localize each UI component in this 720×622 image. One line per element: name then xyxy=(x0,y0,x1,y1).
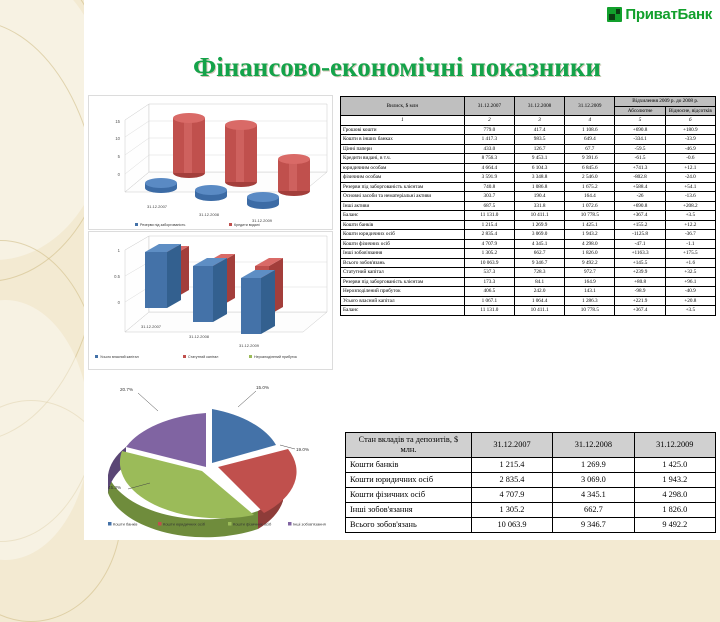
svg-text:15.0%: 15.0% xyxy=(256,385,270,390)
sub-header-2007: 31.12.2007 xyxy=(471,433,552,458)
row-value-3: 1 826.0 xyxy=(565,249,615,259)
row-value-2: 4 345.1 xyxy=(514,239,564,249)
row-value-2: 3 069.0 xyxy=(553,472,634,487)
table-row xyxy=(341,201,716,211)
header-label: Вилиск, $ млн xyxy=(341,97,465,116)
svg-text:31.12.2008: 31.12.2008 xyxy=(199,212,220,217)
svg-text:31.12.2007: 31.12.2007 xyxy=(147,204,168,209)
svg-text:Інші зобов'язання: Інші зобов'язання xyxy=(293,521,326,527)
row-value-1: 4 707.9 xyxy=(471,487,552,502)
row-value-4: +145.5 xyxy=(615,258,665,268)
main-table-head xyxy=(341,97,716,116)
row-value-3: 4 298.0 xyxy=(565,239,615,249)
row-label: Баланс xyxy=(341,211,465,221)
row-value-2: 242.0 xyxy=(514,287,564,297)
main-table-index-row xyxy=(341,116,716,126)
table-row xyxy=(341,211,716,221)
header-2008: 31.12.2008 xyxy=(514,97,564,116)
table-row xyxy=(346,457,716,472)
row-value-3: 9 391.6 xyxy=(565,154,615,164)
table-row xyxy=(341,287,716,297)
page-title: Фінансово-економічні показники xyxy=(193,52,601,82)
row-value-1: 406.5 xyxy=(464,287,514,297)
row-value-1: 433.0 xyxy=(464,144,514,154)
row-value-4: +741.3 xyxy=(615,163,665,173)
row-value-1: 11 131.0 xyxy=(464,306,514,316)
header-2007: 31.12.2007 xyxy=(464,97,514,116)
row-value-3: 1 675.2 xyxy=(565,182,615,192)
table-row xyxy=(346,487,716,502)
row-value-2: 84.1 xyxy=(514,277,564,287)
chart-credits-3d-cylinder xyxy=(88,95,333,230)
row-label: Всього зобов'язань xyxy=(341,258,465,268)
row-value-4: -26 xyxy=(615,192,665,202)
index-cell-1: 1 xyxy=(341,116,465,126)
row-value-3: 1 425.1 xyxy=(565,220,615,230)
row-value-1: 11 131.0 xyxy=(464,211,514,221)
row-value-4: +1163.3 xyxy=(615,249,665,259)
row-value-5: -36.7 xyxy=(665,230,715,240)
row-label: Грошові кошти xyxy=(341,125,465,135)
row-value-1: 779.0 xyxy=(464,125,514,135)
table-row xyxy=(341,296,716,306)
row-value-2: 331.8 xyxy=(514,201,564,211)
header-2009: 31.12.2009 xyxy=(565,97,615,116)
row-value-4: -59.5 xyxy=(615,144,665,154)
row-value-2: 126.7 xyxy=(514,144,564,154)
row-label: Інші зобов'язання xyxy=(346,502,472,517)
row-value-4: -98.9 xyxy=(615,287,665,297)
row-value-3: 10 778.5 xyxy=(565,211,615,221)
row-value-1: 10 063.9 xyxy=(471,517,552,532)
row-value-3: 143.1 xyxy=(565,287,615,297)
table-row xyxy=(341,182,716,192)
privatbank-logo xyxy=(607,6,712,23)
chart-2-canvas xyxy=(89,232,332,369)
svg-text:0: 0 xyxy=(117,300,120,305)
row-value-2: 983.5 xyxy=(514,135,564,145)
sub-header-2008: 31.12.2008 xyxy=(553,433,634,458)
row-value-4: +690.8 xyxy=(615,201,665,211)
header-deviation-group: Відхилення 2009 р. до 2008 р. xyxy=(615,97,716,107)
index-cell-5: 5 xyxy=(615,116,665,126)
table-row xyxy=(341,220,716,230)
row-value-4: -802.8 xyxy=(615,173,665,183)
row-value-5: -40.9 xyxy=(665,287,715,297)
row-value-2: 4 345.1 xyxy=(553,487,634,502)
row-label: Статутний капітал xyxy=(341,268,465,278)
table-row xyxy=(341,230,716,240)
row-value-3: 1 943.2 xyxy=(565,230,615,240)
row-value-1: 740.8 xyxy=(464,182,514,192)
svg-text:15: 15 xyxy=(115,119,120,124)
svg-text:31.12.2008: 31.12.2008 xyxy=(189,334,210,339)
privatbank-logo-icon xyxy=(607,7,622,22)
row-value-5: -1.1 xyxy=(665,239,715,249)
row-value-4: +690.8 xyxy=(615,125,665,135)
row-value-1: 8 756.3 xyxy=(464,154,514,164)
row-value-2: 9 453.1 xyxy=(514,154,564,164)
row-value-3: 10 778.5 xyxy=(565,306,615,316)
svg-text:Резерви під заборгованість: Резерви під заборгованість xyxy=(140,223,186,227)
svg-text:Кошти банків: Кошти банків xyxy=(113,521,138,527)
row-value-3: 164.9 xyxy=(565,277,615,287)
row-value-3: 1 826.0 xyxy=(634,502,715,517)
svg-text:Кошти фізичних осіб: Кошти фізичних осіб xyxy=(233,521,272,527)
svg-text:31.12.2007: 31.12.2007 xyxy=(141,324,162,329)
row-value-1: 173.3 xyxy=(464,277,514,287)
table-row xyxy=(346,472,716,487)
main-table xyxy=(340,96,716,316)
table-row xyxy=(341,135,716,145)
svg-text:Кредити видані: Кредити видані xyxy=(234,223,260,227)
row-value-4: +588.4 xyxy=(615,182,665,192)
header-deviation-absolute: Абсолютне xyxy=(615,106,665,116)
table-row xyxy=(341,144,716,154)
svg-text:0.5: 0.5 xyxy=(114,274,120,279)
row-value-3: 1 072.6 xyxy=(565,201,615,211)
index-cell-4: 4 xyxy=(565,116,615,126)
row-label: Кошти юридичних осіб xyxy=(346,472,472,487)
row-value-4: -47.1 xyxy=(615,239,665,249)
row-value-2: 1 086.8 xyxy=(514,182,564,192)
chart-1-canvas xyxy=(89,96,332,229)
table-row xyxy=(341,277,716,287)
row-value-4: +367.4 xyxy=(615,211,665,221)
row-value-5: -46.9 xyxy=(665,144,715,154)
row-value-1: 303.7 xyxy=(464,192,514,202)
row-value-4: -334.1 xyxy=(615,135,665,145)
row-value-5: +96.1 xyxy=(665,277,715,287)
row-value-1: 2 835.4 xyxy=(471,472,552,487)
row-value-3: 4 298.0 xyxy=(634,487,715,502)
row-value-1: 1 215.4 xyxy=(464,220,514,230)
row-value-5: +54.1 xyxy=(665,182,715,192)
row-value-5: -24.0 xyxy=(665,173,715,183)
table-row xyxy=(341,239,716,249)
svg-text:45.3%: 45.3% xyxy=(108,485,122,490)
sub-table-body xyxy=(346,457,716,532)
row-label: Кошти в інших банках xyxy=(341,135,465,145)
row-value-2: 3 069.0 xyxy=(514,230,564,240)
row-value-1: 3 591.9 xyxy=(464,173,514,183)
table-row xyxy=(346,502,716,517)
main-table-header-row-1 xyxy=(341,97,716,107)
row-value-2: 1 269.9 xyxy=(553,457,634,472)
row-value-3: 649.4 xyxy=(565,135,615,145)
row-label: Інші активи xyxy=(341,201,465,211)
row-value-1: 4 664.4 xyxy=(464,163,514,173)
svg-text:31.12.2009: 31.12.2009 xyxy=(239,343,260,348)
financial-indicators-table xyxy=(340,96,716,316)
row-label: Кошти банків xyxy=(346,457,472,472)
sub-table xyxy=(345,432,716,533)
row-value-1: 1 067.1 xyxy=(464,296,514,306)
row-label: Нерозподілений прибуток xyxy=(341,287,465,297)
row-value-3: 2 546.0 xyxy=(565,173,615,183)
svg-text:20.7%: 20.7% xyxy=(120,387,134,392)
row-value-4: +221.9 xyxy=(615,296,665,306)
svg-text:Усього власний капітал: Усього власний капітал xyxy=(100,355,139,359)
row-value-3: 972.7 xyxy=(565,268,615,278)
row-value-4: +367.4 xyxy=(615,306,665,316)
table-row xyxy=(341,154,716,164)
row-value-5: +180.9 xyxy=(665,125,715,135)
row-label: Кошти юридичних осіб xyxy=(341,230,465,240)
row-value-2: 1 269.9 xyxy=(514,220,564,230)
svg-text:Статутний капітал: Статутний капітал xyxy=(188,355,219,359)
svg-text:0: 0 xyxy=(117,172,120,177)
table-row xyxy=(346,517,716,532)
row-value-5: -13.6 xyxy=(665,192,715,202)
row-value-3: 1 943.2 xyxy=(634,472,715,487)
row-value-2: 662.7 xyxy=(553,502,634,517)
row-value-1: 1 417.3 xyxy=(464,135,514,145)
row-value-5: +208.2 xyxy=(665,201,715,211)
row-label: Кошти фізичних осіб xyxy=(346,487,472,502)
row-value-2: 728.3 xyxy=(514,268,564,278)
row-label: Кошти фізичних осіб xyxy=(341,239,465,249)
index-cell-2: 2 xyxy=(464,116,514,126)
row-value-3: 1 286.3 xyxy=(565,296,615,306)
table-row xyxy=(341,258,716,268)
row-value-2: 10 411.1 xyxy=(514,211,564,221)
row-value-1: 1 305.2 xyxy=(471,502,552,517)
row-value-1: 687.5 xyxy=(464,201,514,211)
svg-text:31.12.2009: 31.12.2009 xyxy=(252,218,273,223)
row-value-2: 9 346.7 xyxy=(514,258,564,268)
row-value-5: +3.5 xyxy=(665,306,715,316)
row-value-3: 6 845.6 xyxy=(565,163,615,173)
table-row xyxy=(341,249,716,259)
row-value-4: +155.2 xyxy=(615,220,665,230)
row-value-3: 164.4 xyxy=(565,192,615,202)
row-value-2: 9 346.7 xyxy=(553,517,634,532)
row-label: Основні засоби та нематеріальні активи xyxy=(341,192,465,202)
row-value-1: 537.3 xyxy=(464,268,514,278)
row-label: юридичним особам xyxy=(341,163,465,173)
row-label: Інші зобов'язання xyxy=(341,249,465,259)
row-label: Цінні папери xyxy=(341,144,465,154)
sub-table-header-row xyxy=(346,433,716,458)
privatbank-logo-text: ПриватБанк xyxy=(625,6,712,23)
row-value-5: +1.6 xyxy=(665,258,715,268)
header-deviation-relative: Відносне, відсотків xyxy=(665,106,715,116)
table-row xyxy=(341,173,716,183)
row-label: Кошти банків xyxy=(341,220,465,230)
deposits-summary-table xyxy=(345,432,716,533)
row-value-3: 9 492.2 xyxy=(634,517,715,532)
table-row xyxy=(341,306,716,316)
row-value-1: 10 063.9 xyxy=(464,258,514,268)
row-value-4: +239.9 xyxy=(615,268,665,278)
row-value-1: 1 305.2 xyxy=(464,249,514,259)
chart-capital-3d-bar xyxy=(88,231,333,370)
row-value-5: +32.5 xyxy=(665,268,715,278)
row-value-5: -33.9 xyxy=(665,135,715,145)
main-table-body xyxy=(341,116,716,316)
row-value-3: 67.7 xyxy=(565,144,615,154)
row-value-2: 190.4 xyxy=(514,192,564,202)
row-value-1: 2 835.4 xyxy=(464,230,514,240)
index-cell-3: 3 xyxy=(514,116,564,126)
row-value-5: +12.2 xyxy=(665,220,715,230)
svg-text:5: 5 xyxy=(117,154,120,159)
sub-header-label: Стан вкладів та депозитів, $ млн. xyxy=(346,433,472,458)
row-label: Кредити видані, в т.ч. xyxy=(341,154,465,164)
row-label: Баланс xyxy=(341,306,465,316)
svg-text:1: 1 xyxy=(117,248,120,253)
row-value-3: 1 425.0 xyxy=(634,457,715,472)
table-row xyxy=(341,268,716,278)
row-value-1: 1 215.4 xyxy=(471,457,552,472)
chart-liabilities-3d-pie xyxy=(88,371,331,539)
row-label: Усього власний капітал xyxy=(341,296,465,306)
row-value-1: 4 707.9 xyxy=(464,239,514,249)
row-value-3: 9 492.2 xyxy=(565,258,615,268)
row-value-3: 1 108.6 xyxy=(565,125,615,135)
chart-3-canvas xyxy=(88,371,331,539)
row-value-2: 6 104.3 xyxy=(514,163,564,173)
row-value-4: +80.8 xyxy=(615,277,665,287)
row-value-2: 417.4 xyxy=(514,125,564,135)
svg-text:Кошти юридичних осіб: Кошти юридичних осіб xyxy=(163,521,206,527)
row-label: Всього зобов'язань xyxy=(346,517,472,532)
row-value-2: 662.7 xyxy=(514,249,564,259)
svg-text:19.0%: 19.0% xyxy=(296,447,310,452)
svg-text:Нерозподілений прибуток: Нерозподілений прибуток xyxy=(254,355,297,359)
table-row xyxy=(341,163,716,173)
sub-table-head xyxy=(346,433,716,458)
row-value-2: 1 064.4 xyxy=(514,296,564,306)
row-label: Резерви під заборгованість клієнтам xyxy=(341,182,465,192)
row-value-5: +3.5 xyxy=(665,211,715,221)
row-value-5: +175.5 xyxy=(665,249,715,259)
table-row xyxy=(341,125,716,135)
sub-header-2009: 31.12.2009 xyxy=(634,433,715,458)
row-value-2: 3 348.8 xyxy=(514,173,564,183)
row-label: фізичним особам xyxy=(341,173,465,183)
row-label: Резерви під заборгованість клієнтам xyxy=(341,277,465,287)
row-value-5: +12.1 xyxy=(665,163,715,173)
table-row xyxy=(341,192,716,202)
row-value-4: -61.5 xyxy=(615,154,665,164)
row-value-2: 10 411.1 xyxy=(514,306,564,316)
row-value-4: -1125.8 xyxy=(615,230,665,240)
svg-text:10: 10 xyxy=(115,136,120,141)
row-value-5: +20.8 xyxy=(665,296,715,306)
row-value-5: -0.6 xyxy=(665,154,715,164)
index-cell-6: 6 xyxy=(665,116,715,126)
